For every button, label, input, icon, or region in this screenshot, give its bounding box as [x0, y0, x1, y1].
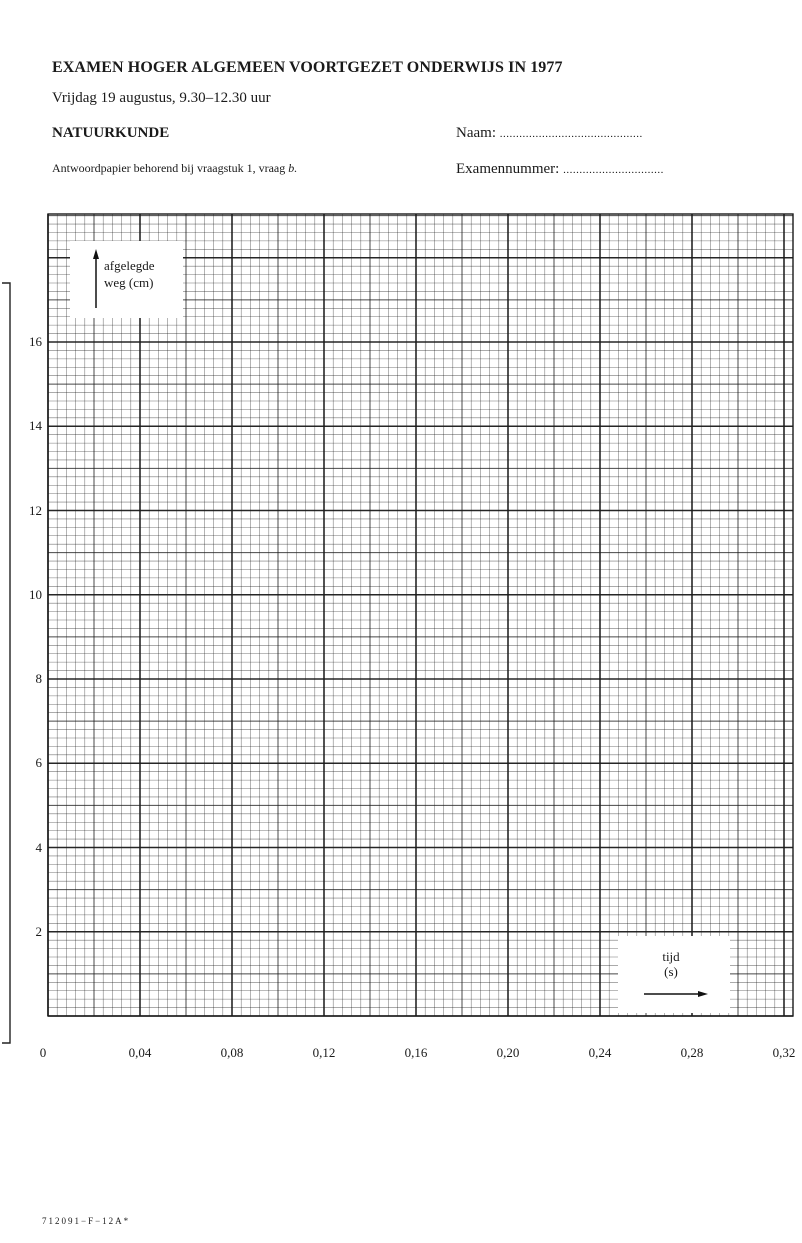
answer-sheet-note-text: Antwoordpapier behorend bij vraagstuk 1, vraag	[52, 161, 289, 175]
margin-bracket	[2, 283, 10, 1043]
y-tick-label: 6	[35, 755, 42, 771]
name-dotted-line: ............................................	[499, 128, 643, 140]
x-tick-label: 0,32	[772, 1045, 796, 1060]
x-tick-label: 0,12	[312, 1045, 336, 1060]
x-tick-label: 0,20	[496, 1045, 520, 1060]
x-axis-label-line-1: tijd	[662, 949, 680, 964]
exam-date: Vrijdag 19 augustus, 9.30–12.30 uur	[52, 90, 271, 106]
exam-number-dotted-line: ...............................	[563, 164, 664, 176]
x-tick-label: 0	[39, 1045, 47, 1060]
exam-title: EXAMEN HOGER ALGEMEEN VOORTGEZET ONDERWIJS IN 1977	[52, 59, 563, 76]
y-tick-label: 14	[29, 418, 42, 434]
x-tick-label: 0,04	[128, 1045, 152, 1060]
y-tick-label: 10	[29, 586, 42, 602]
y-tick-label: 4	[35, 839, 42, 855]
x-tick-label: 0,24	[588, 1045, 612, 1060]
x-tick-label: 0,08	[220, 1045, 244, 1060]
y-tick-label: 12	[29, 502, 42, 518]
x-tick-label: 0,16	[404, 1045, 428, 1060]
answer-sheet-note-letter: b.	[288, 161, 298, 175]
grid-lines	[48, 214, 793, 1016]
name-label: Naam:	[456, 125, 496, 141]
x-axis-label-line-2: (s)	[664, 964, 678, 979]
grid-frame	[48, 214, 793, 1016]
document-code: 712091−F−12A*	[42, 1216, 131, 1226]
y-tick-label: 16	[29, 334, 42, 349]
y-axis-label-line-1: afgelegde	[104, 258, 155, 273]
exam-number-label: Examennummer:	[456, 161, 560, 177]
exam-subject: NATUURKUNDE	[52, 125, 170, 141]
y-tick-label: 8	[35, 671, 42, 686]
y-tick-label: 2	[35, 923, 42, 939]
x-tick-label: 0,28	[680, 1045, 704, 1060]
y-axis-label-line-2: weg (cm)	[104, 275, 154, 290]
